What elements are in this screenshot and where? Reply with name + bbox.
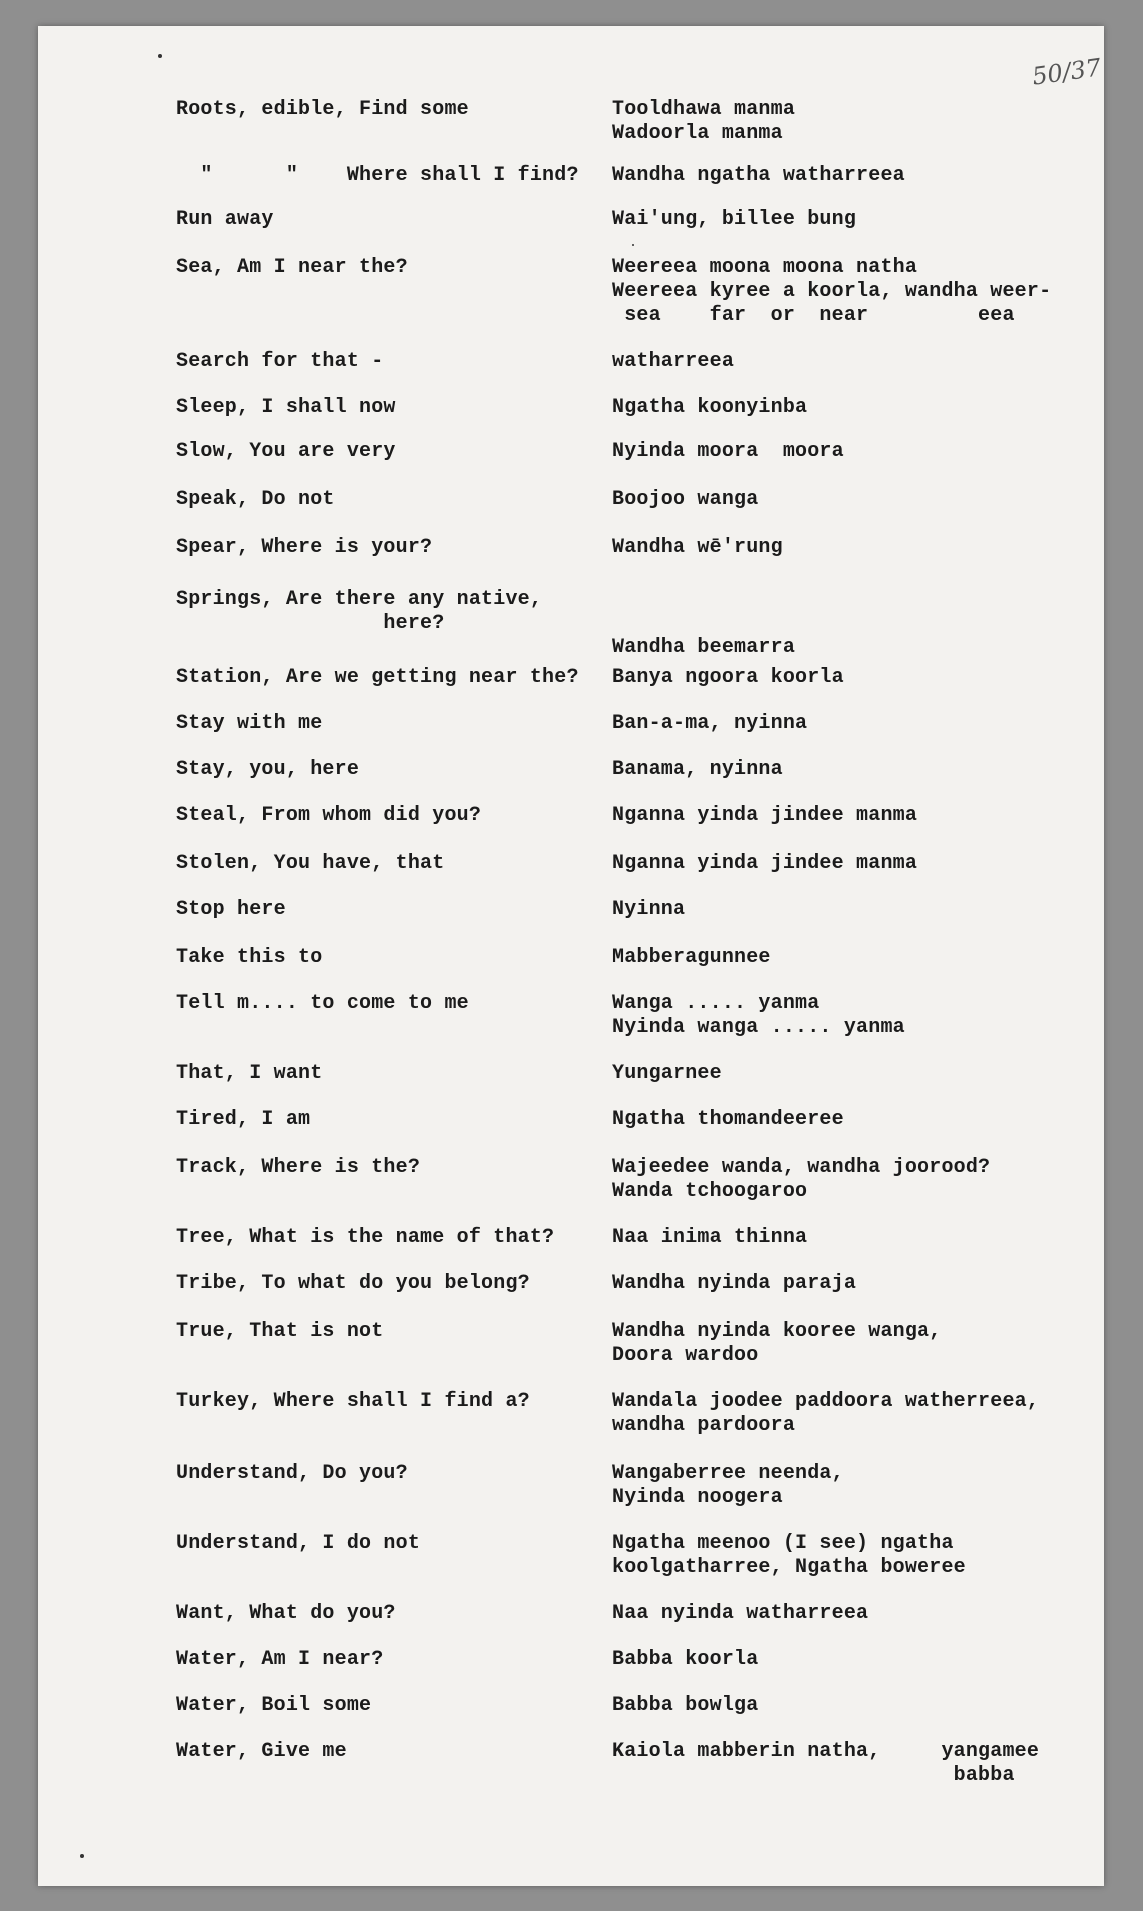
english-phrase: Tired, I am [176, 1108, 311, 1131]
english-phrase: Sleep, I shall now [176, 396, 396, 419]
native-phrase: Banama, nyinna [612, 758, 783, 781]
native-phrase: Weereea moona moona natha Weereea kyree a koorla, wandha weer- sea far or near eea [612, 256, 1052, 327]
typed-page [38, 26, 1104, 1886]
english-phrase: Tree, What is the name of that? [176, 1226, 555, 1249]
english-phrase: Station, Are we getting near the? [176, 666, 579, 689]
native-phrase: Naa nyinda watharreea [612, 1602, 869, 1625]
english-phrase: Understand, I do not [176, 1532, 421, 1555]
english-phrase: Spear, Where is your? [176, 536, 433, 559]
native-phrase: Wanga ..... yanma Nyinda wanga ..... yanma [612, 992, 905, 1039]
native-phrase: watharreea [612, 350, 735, 373]
native-phrase: Tooldhawa manma Wadoorla manma [612, 98, 796, 145]
native-phrase: Wandha ngatha watharreea [612, 164, 905, 187]
english-phrase: Water, Give me [176, 1740, 347, 1763]
native-phrase: Babba koorla [612, 1648, 759, 1671]
paper-speck [80, 1854, 84, 1858]
english-phrase: Tribe, To what do you belong? [176, 1272, 530, 1295]
english-phrase: Water, Boil some [176, 1694, 372, 1717]
english-phrase: Run away [176, 208, 274, 231]
english-phrase: Water, Am I near? [176, 1648, 384, 1671]
native-phrase: Babba bowlga [612, 1694, 759, 1717]
native-phrase: Nyinna [612, 898, 686, 921]
english-phrase: Want, What do you? [176, 1602, 396, 1625]
native-phrase: Wai'ung, billee bung [612, 208, 857, 231]
native-phrase: Boojoo wanga [612, 488, 759, 511]
english-phrase: Slow, You are very [176, 440, 396, 463]
native-phrase: Mabberagunnee [612, 946, 771, 969]
native-phrase: Ban-a-ma, nyinna [612, 712, 808, 735]
native-phrase: Wandha wē'rung [612, 536, 783, 559]
native-phrase: Nganna yinda jindee manma [612, 852, 918, 875]
english-phrase: Turkey, Where shall I find a? [176, 1390, 530, 1413]
native-phrase: Wandha nyinda paraja [612, 1272, 857, 1295]
page-number: 50/37 [1030, 53, 1103, 91]
english-phrase: Take this to [176, 946, 323, 969]
english-phrase: That, I want [176, 1062, 323, 1085]
native-phrase: Wangaberree neenda, Nyinda noogera [612, 1462, 844, 1509]
paper-speck [632, 244, 634, 246]
native-phrase: Wandha beemarra [612, 636, 796, 659]
english-phrase: Steal, From whom did you? [176, 804, 482, 827]
native-phrase: Ngatha thomandeeree [612, 1108, 844, 1131]
native-phrase: Ngatha koonyinba [612, 396, 808, 419]
english-phrase: Stop here [176, 898, 286, 921]
english-phrase: Springs, Are there any native, here? [176, 588, 543, 635]
native-phrase: Nyinda moora moora [612, 440, 844, 463]
native-phrase: Wandala joodee paddoora watherreea, wandha pardoora [612, 1390, 1040, 1437]
english-phrase: Speak, Do not [176, 488, 335, 511]
native-phrase: Ngatha meenoo (I see) ngatha koolgatharree, Ngatha boweree [612, 1532, 966, 1579]
native-phrase: Kaiola mabberin natha, yangamee babba [612, 1740, 1040, 1787]
english-phrase: Stay, you, here [176, 758, 360, 781]
english-phrase: Roots, edible, Find some [176, 98, 469, 121]
native-phrase: Wandha nyinda kooree wanga, Doora wardoo [612, 1320, 942, 1367]
english-phrase: Sea, Am I near the? [176, 256, 408, 279]
native-phrase: Nganna yinda jindee manma [612, 804, 918, 827]
native-phrase: Banya ngoora koorla [612, 666, 844, 689]
english-phrase: Stolen, You have, that [176, 852, 445, 875]
english-phrase: Tell m.... to come to me [176, 992, 469, 1015]
native-phrase: Yungarnee [612, 1062, 722, 1085]
native-phrase: Wajeedee wanda, wandha joorood? Wanda tchoogaroo [612, 1156, 991, 1203]
english-phrase: True, That is not [176, 1320, 384, 1343]
english-phrase: Understand, Do you? [176, 1462, 408, 1485]
english-phrase: Search for that - [176, 350, 384, 373]
english-phrase: Track, Where is the? [176, 1156, 421, 1179]
english-phrase: Stay with me [176, 712, 323, 735]
english-phrase: " " Where shall I find? [176, 164, 579, 187]
native-phrase: Naa inima thinna [612, 1226, 808, 1249]
paper-speck [158, 54, 162, 58]
